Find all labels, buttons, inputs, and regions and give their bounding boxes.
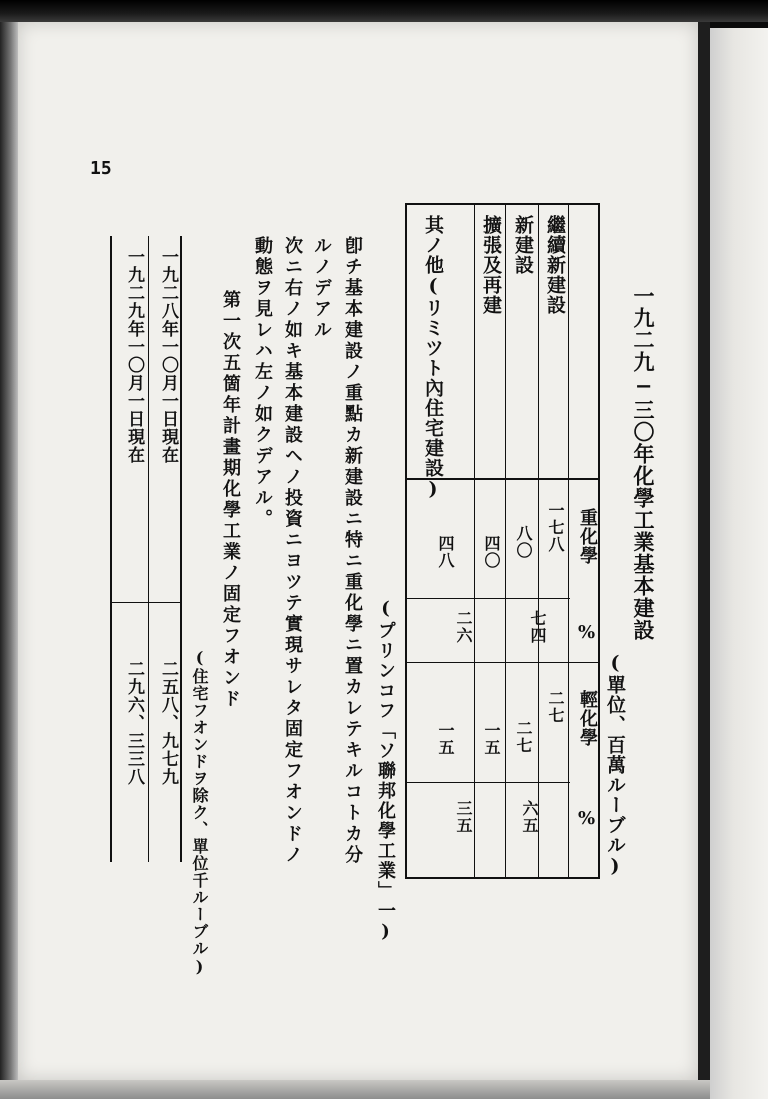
table-row-line-2 (505, 203, 506, 879)
header-light-percent: % (576, 808, 597, 830)
paragraph-line-1: 卽チ基本建設ノ重點カ新建設ニ特ニ重化學ニ置カレテキルコトカ分 (342, 236, 363, 866)
table-col-divider-3 (405, 782, 570, 783)
cell-light-percent-2: 三五 (454, 800, 473, 834)
table-border-top (405, 203, 600, 205)
table-border-bottom (405, 877, 600, 879)
table-row-line-3 (474, 203, 475, 879)
row-label-other: 其ノ他(リミツト內住宅建設) (422, 215, 444, 501)
paragraph-line-5: 第一次五箇年計畫期化學工業ノ固定フオンド (220, 290, 241, 710)
table2-date-1928: 一九二八年一〇月一日現在 (158, 248, 178, 464)
header-light-chemistry: 輕化學 (577, 690, 598, 747)
cell-heavy-percent-1: 七四 (528, 610, 547, 644)
page-gutter (698, 22, 710, 1080)
cell-continuing-light: 二七 (546, 690, 565, 724)
table-col-divider-2 (405, 662, 600, 663)
row-label-continuing: 繼續新建設 (544, 215, 566, 315)
table-col-divider-1 (405, 598, 570, 599)
cell-continuing-heavy: 一七八 (546, 502, 565, 553)
table-title: 一九二九−三〇年化學工業基本建設 (631, 285, 656, 641)
cell-light-percent-1: 六五 (520, 800, 539, 834)
cell-other-heavy: 四八 (436, 535, 455, 569)
cell-other-light: 一五 (436, 722, 455, 756)
scan-border-top (0, 0, 768, 22)
cell-expansion-heavy: 四〇 (482, 535, 501, 569)
scan-border-bottom (0, 1080, 710, 1099)
paragraph-line-4: 動態ヲ見レハ左ノ如クデアル。 (252, 236, 273, 530)
header-heavy-percent: % (576, 622, 597, 644)
table2-row-divider (148, 236, 149, 862)
table2-value-1929: 二九六、三三八 (124, 660, 144, 786)
table2-date-1929: 一九二九年一〇月一日現在 (124, 248, 144, 464)
row-label-new: 新建設 (512, 215, 534, 275)
cell-new-heavy: 八〇 (514, 525, 533, 559)
row-label-expansion: 擴張及再建 (480, 215, 502, 315)
table2-col-divider (110, 602, 182, 603)
table2-value-1928: 二五八、九七九 (158, 660, 178, 786)
page-number: 15 (90, 158, 112, 179)
table2-note: (住宅フオンドヲ除ク、單位千ルーブル) (190, 648, 209, 977)
cell-new-light: 二七 (514, 720, 533, 754)
paragraph-line-2: ルノデアル (311, 236, 332, 341)
table-unit: (單位、百萬ルーブル) (604, 652, 626, 878)
header-heavy-chemistry: 重化學 (577, 508, 598, 565)
cell-heavy-percent-2: 二六 (454, 610, 473, 644)
scan-border-left (0, 22, 18, 1099)
paragraph-line-3: 次ニ右ノ如キ基本建設ヘノ投資ニヨツテ實現サレタ固定フオンドノ (282, 236, 303, 866)
table-border-left (405, 203, 407, 879)
table-row-line-1 (538, 203, 539, 879)
source-citation: (プリンコフ「ソ聯邦化學工業」一) (375, 598, 396, 944)
table2-border-left (110, 236, 112, 862)
adjacent-page-edge (710, 28, 768, 1099)
cell-expansion-light: 一五 (482, 722, 501, 756)
